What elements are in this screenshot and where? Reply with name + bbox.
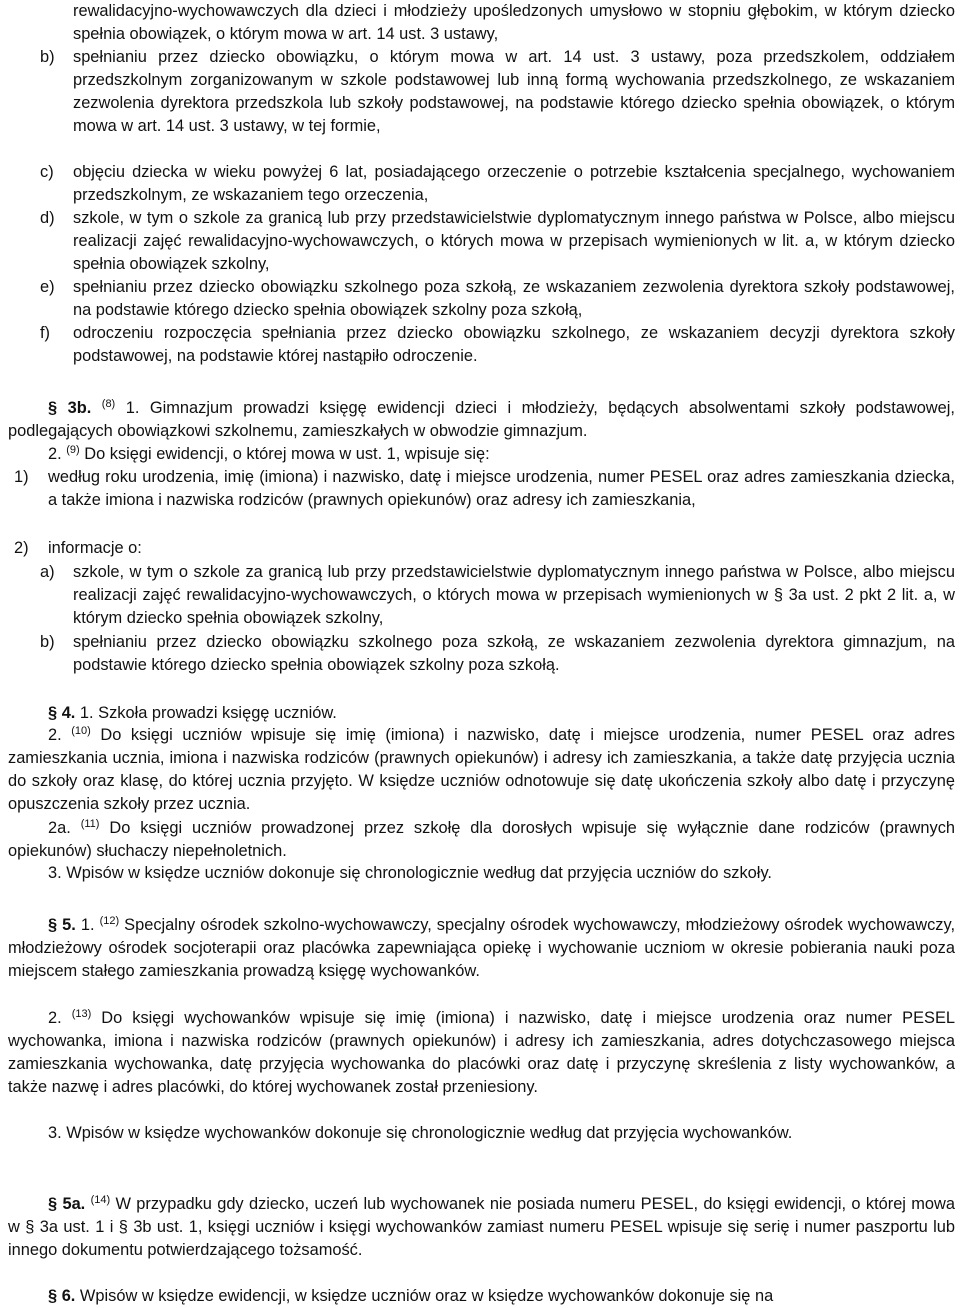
footnote-ref: (12) (99, 915, 120, 927)
section-sign: § (48, 399, 58, 417)
list-text: informacje o: (48, 539, 142, 557)
footnote-ref: (8) (101, 398, 116, 410)
section-number: 6. (61, 1287, 76, 1305)
list-label: 2) (14, 539, 29, 557)
section-4-paragraph-2: 2. $^{(10)}$ Do księgi uczniów wpisuje się imię (imiona) i nazwisko, datę i miejsce urodzenia, numer PESEL oraz adres zamieszkania ucznia, imiona i nazwiska rodziców (prawnych opiekunów) i adresy ich zamieszkania, a także datę przyjęcia ucznia do szkoły oraz klasę, do której ucznia przyjęto. W księdze uczniów odnotowuje się datę ukończenia szkoły albo datę i przyczynę opuszczenia szkoły przez ucznia. (8, 725, 955, 813)
list-text: objęciu dziecka w wieku powyżej 6 lat, posiadającego orzeczenie o potrzebie kształcenia specjalnego, wychowaniem przedszkolnym, ze wskazaniem tego orzeczenia, (73, 163, 955, 204)
list-text: spełnianiu przez dziecko obowiązku szkolnego poza szkołą, ze wskazaniem zezwolenia dyrektora szkoły podstawowej, na podstawie którego dziecko spełnia obowiązek szkolny poza szkołą, (73, 278, 955, 319)
section-4-paragraph-3: 3. Wpisów w księdze uczniów dokonuje się chronologicznie według dat przyjęcia uczniów do szkoły. (48, 864, 772, 882)
section-number: 5. (62, 916, 76, 934)
section-sign: § (48, 916, 58, 934)
list-text: szkole, w tym o szkole za granicą lub przy przedstawicielstwie dyplomatycznym innego państwa w Polsce, albo miejscu realizacji zajęć rewalidacyjno-wychowawczych, o których mowa w przepisach wymienionych w lit. a, w którym dziecko spełnia obowiązek szkolny, (73, 209, 955, 273)
list-label: d) (40, 209, 55, 227)
list-label: a) (40, 563, 55, 581)
section-4-paragraph-2a: 2a. $^{(11)}$ Do księgi uczniów prowadzonej przez szkołę dla dorosłych wpisuje się wyłącznie dane rodziców (prawnych opiekunów) słuchaczy niepełnoletnich. (8, 818, 956, 860)
list-text: spełnianiu przez dziecko obowiązku szkolnego poza szkołą, ze wskazaniem zezwolenia dyrektora gimnazjum, na podstawie którego dziecko spełnia obowiązek szkolny poza szkołą. (73, 633, 955, 674)
list-text: szkole, w tym o szkole za granicą lub przy przedstawicielstwie dyplomatycznym innego państwa w Polsce, albo miejscu realizacji zajęć rewalidacyjno-wychowawczych, o których mowa w przepisach wymienionych w § 3a ust. 2 pkt 2 lit. a, w którym dziecko spełnia obowiązek szkolny, (73, 563, 956, 627)
section-5-paragraph-2: 2. $^{(13)}$ Do księgi wychowanków wpisuje się imię (imiona) i nazwisko, datę i miejsce urodzenia oraz numer PESEL wychowanka, imiona i nazwiska rodziców (prawnych opiekunów) i adresy ich zamieszkania, adres dotychczasowego miejsca zamieszkania wychowanka, datę przyjęcia wychowanka do placówki oraz datę i przyczynę skreślenia z listy wychowanków, a także nazwę i adres placówki, do której wychowanek został przeniesiony. (8, 1008, 955, 1096)
list-text: odroczeniu rozpoczęcia spełniania przez dziecko obowiązku szkolnego, ze wskazaniem decyzji dyrektora szkoły podstawowej, na podstawie której nastąpiło odroczenie. (73, 324, 955, 365)
section-5a-paragraph: § 5a. $^{(14)}$ W przypadku gdy dziecko, uczeń lub wychowanek nie posiada numeru PESEL, do księgi ewidencji, o której mowa w § 3a ust. 1 i § 3b ust. 1, księgi uczniów i księgi wychowanków zamiast numeru PESEL wpisuje się serię i numer paszportu lub innego dokumentu potwierdzającego tożsamość. (8, 1194, 956, 1259)
section-6-paragraph: § 6. Wpisów w księdze ewidencji, w księdze uczniów oraz w księdze wychowanków dokonuje się na (48, 1287, 774, 1305)
section-sign: § (48, 1195, 58, 1213)
list-text: według roku urodzenia, imię (imiona) i nazwisko, datę i miejsce urodzenia, numer PESEL oraz adres zamieszkania dziecka, a także imiona i nazwiska rodziców (prawnych opiekunów) oraz adresy ich zamieszkania, (48, 468, 955, 509)
footnote-ref: (13) (71, 1008, 92, 1020)
list-label: e) (40, 278, 55, 296)
footnote-ref: (10) (71, 725, 91, 737)
section-4-paragraph-1: § 4. 1. Szkoła prowadzi księgę uczniów. (48, 704, 337, 722)
section-sign: § (48, 1287, 58, 1305)
list-label: c) (40, 163, 54, 181)
list-label: b) (40, 48, 55, 66)
section-number: 5a. (62, 1195, 86, 1213)
footnote-ref: (11) (80, 818, 100, 830)
footnote-ref: (9) (66, 444, 80, 456)
list-text: spełnianiu przez dziecko obowiązku, o którym mowa w art. 14 ust. 3 ustawy, poza przedszkolem, oddziałem przedszkolnym zorganizowanym w szkole podstawowej lub inną formą wychowania przedszkolnego, ze wskazaniem zezwolenia dyrektora przedszkola lub szkoły podstawowej, na podstawie którego dziecko spełnia obowiązek, o którym mowa w art. 14 ust. 3 ustawy, w tej formie, (73, 48, 955, 135)
section-3b-paragraph-2: 2. $^{(9)}$ Do księgi ewidencji, o której mowa w ust. 1, wpisuje się: (48, 444, 490, 463)
section-3b-paragraph-1: § 3b. $^{(8)}$ 1. Gimnazjum prowadzi księgę ewidencji dzieci i młodzieży, będących absolwentami szkoły podstawowej, podlegających obowiązkowi szkolnemu, zamieszkałych w obwodzie gimnazjum. (8, 398, 955, 440)
section-number: 4. (61, 704, 76, 722)
footnote-ref: (14) (90, 1194, 111, 1206)
list-item-a-continuation: rewalidacyjno-wychowawczych dla dzieci i młodzieży upośledzonych umysłowo w stopniu głębokim, w którym dziecko spełnia obowiązek, o którym mowa w art. 14 ust. 3 ustawy, (73, 2, 955, 43)
section-5-paragraph-1: § 5. 1. $^{(12)}$ Specjalny ośrodek szkolno-wychowawczy, specjalny ośrodek wychowawczy, młodzieżowy ośrodek wychowawczy, młodzieżowy ośrodek socjoterapii oraz placówka zapewniająca opiekę i wychowanie uczniom w okresie pobierania nauki poza miejscem stałego zamieszkania prowadzą księgę wychowanków. (8, 915, 956, 980)
section-5-paragraph-3: 3. Wpisów w księdze wychowanków dokonuje się chronologicznie według dat przyjęcia wychowanków. (48, 1124, 793, 1142)
list-label: f) (40, 324, 51, 342)
list-label: b) (40, 633, 55, 651)
list-label: 1) (14, 468, 29, 486)
section-number: 3b. (67, 399, 92, 417)
section-sign: § (48, 704, 58, 722)
